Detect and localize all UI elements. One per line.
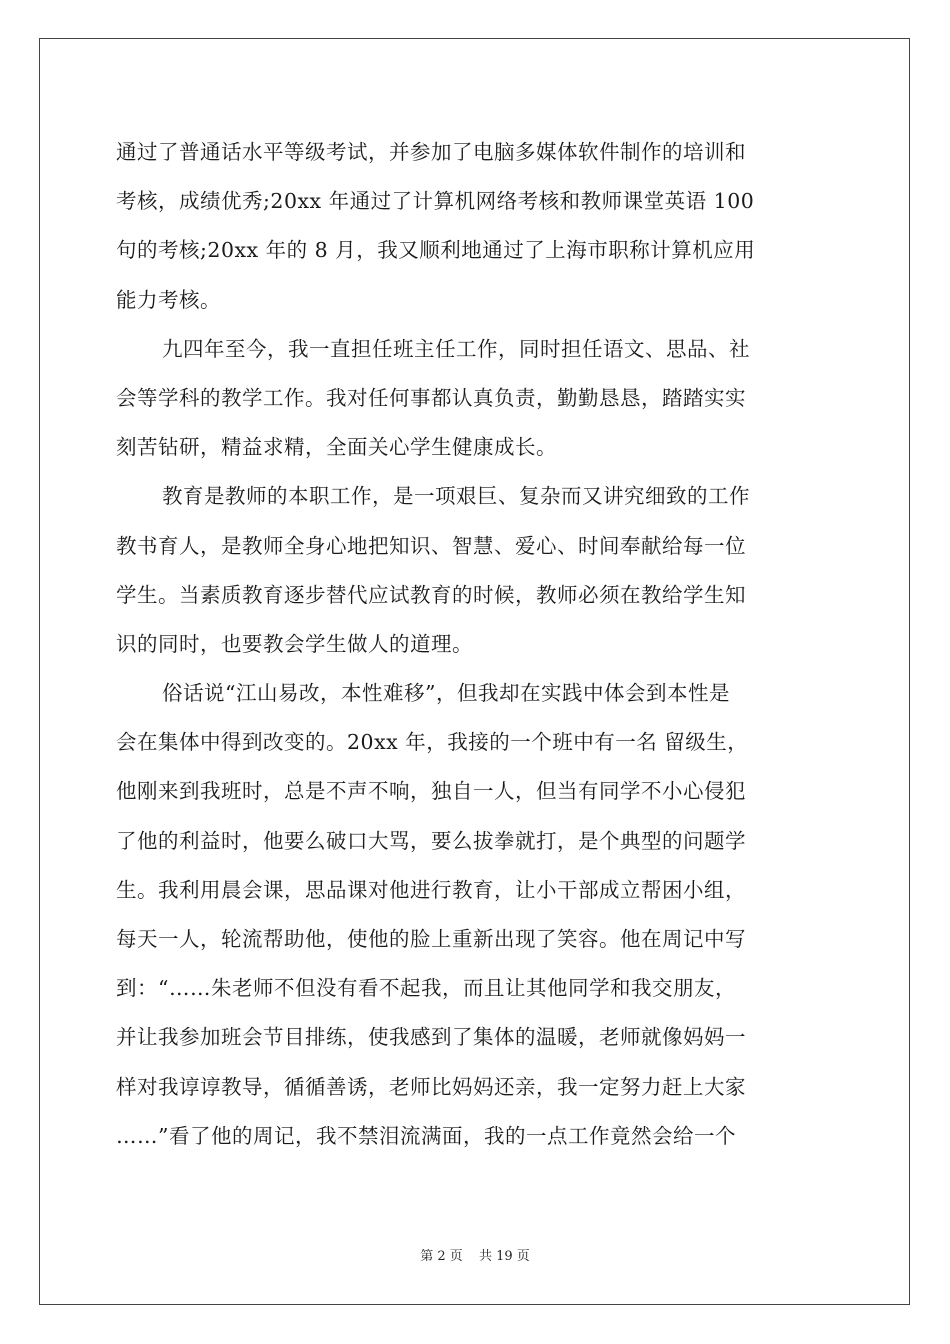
text-line: 了他的利益时，他要么破口大骂，要么拔拳就打，是个典型的问题学 — [116, 828, 746, 853]
document-body — [116, 128, 840, 1161]
page-total: 共 19 页 — [478, 1249, 530, 1264]
text-line: 会在集体中得到改变的。20xx 年，我接的一个班中有一名 留级生， — [116, 730, 749, 755]
text-line: 生。我利用晨会课，思品课对他进行教育，让小干部成立帮困小组， — [116, 877, 746, 902]
text-line: 到：“……朱老师不但没有看不起我，而且让其他同学和我交朋友， — [116, 976, 736, 1001]
text-line: 通过了普通话水平等级考试，并参加了电脑多媒体软件制作的培训和 — [116, 140, 746, 164]
text-line: ……”看了他的周记，我不禁泪流满面，我的一点工作竟然会给一个 — [116, 1123, 736, 1148]
text-line: 考核，成绩优秀;20xx 年通过了计算机网络考核和教师课堂英语 100 — [116, 189, 755, 214]
text-line: 学生。当素质教育逐步替代应试教育的时候，教师必须在教给学生知 — [116, 582, 746, 607]
text-line: 刻苦钻研，精益求精，全面关心学生健康成长。 — [116, 435, 557, 460]
text-line: 样对我谆谆教导，循循善诱，老师比妈妈还亲，我一定努力赶上大家 — [116, 1074, 746, 1099]
text-line: 识的同时，也要教会学生做人的道理。 — [116, 631, 473, 656]
text-line: 句的考核;20xx 年的 8 月，我又顺利地通过了上海市职称计算机应用 — [116, 238, 756, 263]
text-line: 会等学科的教学工作。我对任何事都认真负责，勤勤恳恳，踏踏实实 — [116, 385, 746, 410]
page-number: 第 2 页 — [420, 1249, 463, 1264]
text-line: 教书育人，是教师全身心地把知识、智慧、爱心、时间奉献给每一位 — [116, 533, 746, 558]
page-footer — [0, 1245, 950, 1264]
text-line: 能力考核。 — [116, 287, 221, 312]
text-line: 并让我参加班会节目排练，使我感到了集体的温暖，老师就像妈妈一 — [116, 1025, 746, 1050]
text-line: 俗话说“江山易改，本性难移”，但我却在实践中体会到本性是 — [162, 681, 730, 706]
text-line: 每天一人，轮流帮助他，使他的脸上重新出现了笑容。他在周记中写 — [116, 927, 746, 951]
text-line: 他刚来到我班时，总是不声不响，独自一人，但当有同学不小心侵犯 — [116, 779, 746, 804]
text-line: 九四年至今，我一直担任班主任工作，同时担任语文、思品、社 — [162, 336, 750, 361]
text-line: 教育是教师的本职工作，是一项艰巨、复杂而又讲究细致的工作 — [162, 484, 750, 509]
